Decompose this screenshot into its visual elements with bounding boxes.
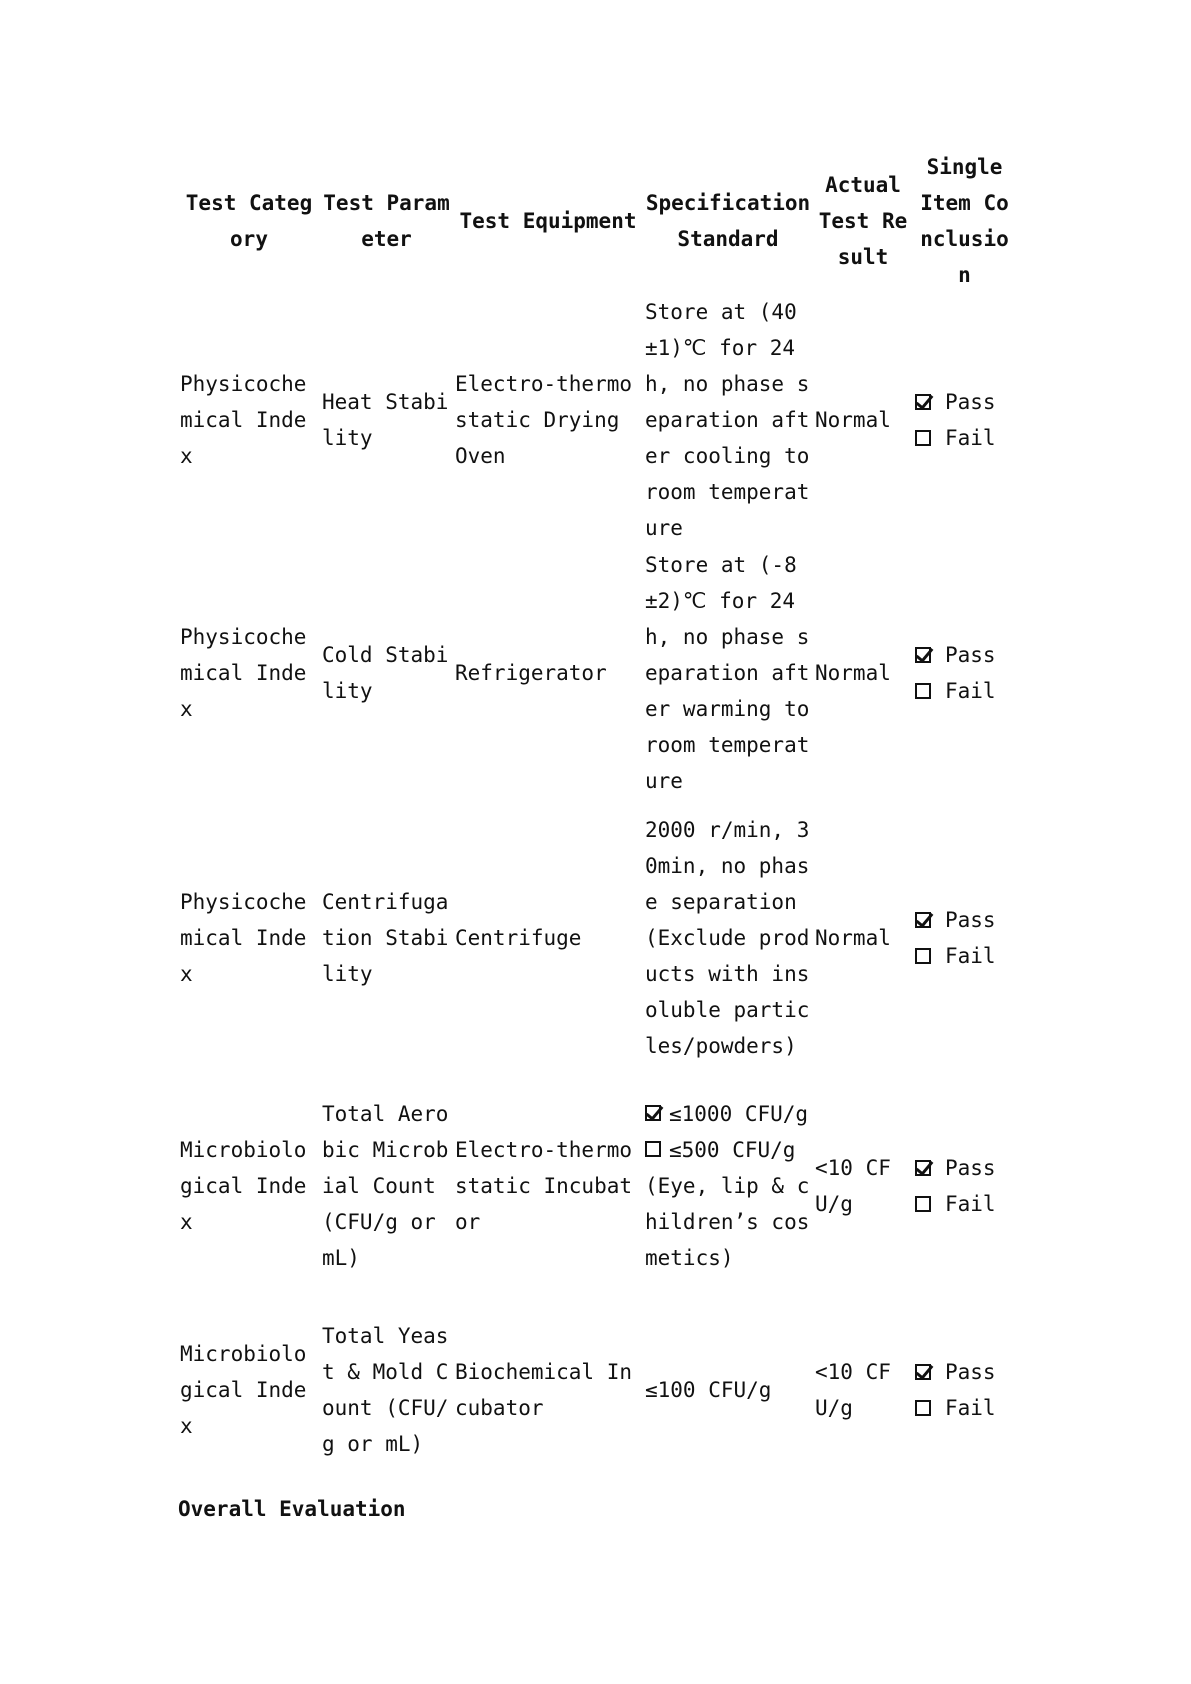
cell-conclusion: [913, 1075, 1016, 1297]
header-specification-standard: Specification Standard: [645, 191, 811, 251]
fail-label: Fail: [945, 943, 996, 968]
fail-option[interactable]: [915, 938, 1014, 974]
cell-test-equipment: Biochemical Incubator: [455, 1360, 633, 1420]
cell-actual-result: Normal: [815, 925, 891, 950]
cell-conclusion: [913, 294, 1016, 546]
pass-checkbox[interactable]: [915, 647, 931, 663]
pass-option[interactable]: [915, 384, 1014, 420]
spec-option-1000[interactable]: [645, 1096, 811, 1132]
header-test-parameter: Test Parameter: [323, 191, 450, 251]
fail-label: Fail: [945, 679, 996, 703]
fail-checkbox[interactable]: [915, 430, 931, 446]
fail-checkbox[interactable]: [915, 683, 931, 699]
cell-conclusion: [913, 1297, 1016, 1483]
pass-checkbox[interactable]: [915, 394, 931, 410]
cell-specification: ≤100 CFU/g: [645, 1378, 772, 1402]
cell-conclusion: [913, 546, 1016, 800]
cell-specification: Store at (40±1)℃ for 24h, no phase separation after cooling to room temperature: [645, 300, 810, 540]
table-row: [178, 546, 1016, 800]
pass-checkbox[interactable]: [915, 1160, 931, 1176]
spec-option-500[interactable]: [645, 1132, 811, 1276]
fail-checkbox[interactable]: [915, 948, 931, 964]
pass-option[interactable]: [915, 637, 1014, 673]
cell-test-category: Microbiological Index: [180, 1138, 307, 1234]
cell-test-parameter: Cold Stability: [322, 643, 449, 703]
fail-option[interactable]: [915, 420, 1014, 456]
cell-test-parameter: Heat Stability: [322, 390, 449, 450]
spec-500-label: ≤500 CFU/g (Eye, lip & children’s cosmetics): [645, 1138, 810, 1270]
cell-actual-result: <10 CFU/g: [815, 1156, 891, 1216]
cell-test-category: Physicochemical Index: [180, 372, 307, 468]
spec-500-checkbox[interactable]: [645, 1141, 661, 1157]
header-single-item-conclusion: Single Item Conclusion: [920, 155, 1009, 287]
fail-option[interactable]: [915, 1390, 1014, 1426]
table-row: [178, 294, 1016, 546]
cell-test-category: Physicochemical Index: [180, 889, 307, 986]
pass-option[interactable]: [915, 1354, 1014, 1390]
pass-label: Pass: [945, 907, 996, 932]
spec-1000-checkbox[interactable]: [645, 1105, 661, 1121]
cell-test-category: Microbiological Index: [180, 1342, 307, 1438]
spec-1000-label: ≤1000 CFU/g: [669, 1102, 809, 1126]
fail-label: Fail: [945, 1396, 996, 1420]
pass-label: Pass: [945, 390, 996, 414]
fail-label: Fail: [945, 426, 996, 450]
pass-label: Pass: [945, 643, 996, 667]
cell-test-equipment: Electro-thermostatic Incubator: [455, 1138, 633, 1234]
fail-option[interactable]: [915, 673, 1014, 709]
cell-test-equipment: Refrigerator: [455, 661, 607, 685]
cell-specification: Store at (-8±2)℃ for 24h, no phase separation after warming to room temperature: [645, 553, 810, 793]
header-test-equipment: Test Equipment: [459, 209, 637, 233]
table-row: [178, 800, 1016, 1075]
cell-test-parameter: Centrifugation Stability: [322, 889, 449, 986]
pass-option[interactable]: [915, 902, 1014, 938]
overall-evaluation-label: Overall Evaluation: [178, 1497, 406, 1521]
table-row: [178, 1297, 1016, 1483]
header-actual-test-result: Actual Test Result: [818, 173, 908, 269]
cell-test-equipment: Centrifuge: [455, 925, 582, 950]
cell-actual-result: Normal: [815, 408, 891, 432]
cell-specification: [643, 1075, 813, 1297]
cell-specification: 2000 r/min, 30min, no phase separation (Exclude products with insoluble particles/powders): [645, 817, 810, 1058]
pass-option[interactable]: [915, 1150, 1014, 1186]
header-test-category: Test Category: [185, 191, 313, 251]
cell-test-parameter: Total Yeast & Mold Count (CFU/g or mL): [322, 1324, 449, 1456]
fail-checkbox[interactable]: [915, 1196, 931, 1212]
cell-test-equipment: Electro-thermostatic Drying Oven: [455, 372, 633, 468]
fail-checkbox[interactable]: [915, 1400, 931, 1416]
test-results-table: [178, 148, 1016, 1483]
pass-checkbox[interactable]: [915, 1364, 931, 1380]
cell-actual-result: <10 CFU/g: [815, 1360, 891, 1420]
cell-test-parameter: Total Aerobic Microbial Count (CFU/g or mL): [322, 1102, 449, 1270]
pass-label: Pass: [945, 1360, 996, 1384]
cell-actual-result: Normal: [815, 661, 891, 685]
fail-label: Fail: [945, 1192, 996, 1216]
cell-test-category: Physicochemical Index: [180, 625, 307, 721]
table-header-row: [178, 148, 1016, 294]
cell-conclusion: [913, 800, 1016, 1075]
table-row: [178, 1075, 1016, 1297]
pass-label: Pass: [945, 1156, 996, 1180]
fail-option[interactable]: [915, 1186, 1014, 1222]
pass-checkbox[interactable]: [915, 912, 931, 928]
